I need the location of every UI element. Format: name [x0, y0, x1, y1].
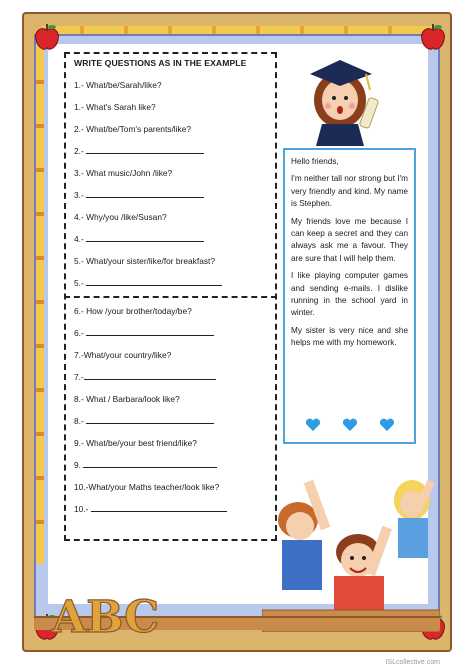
answer-label: 4.- — [74, 234, 87, 244]
exercise-title: WRITE QUESTIONS AS IN THE EXAMPLE — [74, 58, 247, 68]
answer-blank — [86, 329, 214, 336]
abc-decoration — [50, 586, 160, 638]
answer-label: 5.- — [74, 278, 87, 288]
answer-line[interactable] — [74, 328, 214, 338]
heart-icon — [342, 418, 358, 432]
answer-line[interactable] — [74, 504, 227, 514]
answer-blank — [86, 147, 204, 154]
answer-blank — [86, 417, 214, 424]
question-prompt: 5.- What/your sister/like/for breakfast? — [74, 256, 216, 266]
letter-paragraph: I like playing computer games and sending e-mails. I dislike running in the school yard in winter. — [291, 271, 408, 318]
question-prompt: 9.- What/be/your best friend/like? — [74, 438, 197, 448]
answer-label: 7.- — [74, 372, 84, 382]
answer-blank — [91, 505, 227, 512]
answer-blank — [83, 461, 217, 468]
graduate-illustration — [296, 48, 392, 146]
answer-label: 10.- — [74, 504, 91, 514]
letter-paragraph: My sister is very nice and she helps me with my homework. — [291, 325, 408, 348]
apple-icon — [418, 22, 448, 52]
students-illustration — [262, 460, 440, 632]
question-prompt: 3.- What music/John /like? — [74, 168, 173, 178]
question-prompt: 4.- Why/you /like/Susan? — [74, 212, 167, 222]
pencil-border-top — [40, 26, 440, 34]
answer-line[interactable] — [74, 372, 216, 382]
heart-icon — [379, 418, 395, 432]
letter-box — [283, 148, 416, 444]
answer-blank — [86, 191, 204, 198]
answer-blank — [84, 373, 216, 380]
watermark: ISLcollective.com — [385, 659, 440, 666]
answer-label: 6.- — [74, 328, 87, 338]
letter-paragraph: My friends love me because I can keep a secret and they can always ask me a favour. They are sure that I will help them. — [291, 216, 408, 263]
answer-label: 2.- — [74, 146, 87, 156]
answer-line[interactable] — [74, 278, 222, 288]
example-answer: 1.- What's Sarah like? — [74, 102, 156, 112]
question-prompt: 6.- How /your brother/today/be? — [74, 306, 192, 316]
abc-text: ABC — [52, 592, 160, 638]
heart-icon — [305, 418, 321, 432]
answer-line[interactable] — [74, 234, 204, 244]
letter-paragraph: I'm neither tall nor strong but I'm very friendly and kind. My name is Stephen. — [291, 174, 408, 209]
question-prompt: 7.-What/your country/like? — [74, 350, 172, 360]
answer-label: 3.- — [74, 190, 87, 200]
answer-blank — [86, 235, 204, 242]
answer-line[interactable] — [74, 190, 204, 200]
apple-icon — [32, 22, 62, 52]
answer-line[interactable] — [74, 416, 214, 426]
question-prompt: 2.- What/be/Tom's parents/like? — [74, 124, 192, 134]
answer-line[interactable] — [74, 146, 204, 156]
hearts-row — [305, 418, 395, 434]
letter-greeting: Hello friends, — [291, 157, 339, 166]
answer-label: 8.- — [74, 416, 87, 426]
answer-line[interactable] — [74, 460, 217, 470]
answer-blank — [86, 279, 222, 286]
question-prompt: 10.-What/your Maths teacher/look like? — [74, 482, 220, 492]
answer-label: 9. — [74, 460, 84, 470]
pencil-border-left — [36, 44, 44, 564]
question-prompt: 1.- What/be/Sarah/like? — [74, 80, 162, 90]
question-prompt: 8.- What / Barbara/look like? — [74, 394, 180, 404]
exercise-divider — [64, 296, 277, 298]
